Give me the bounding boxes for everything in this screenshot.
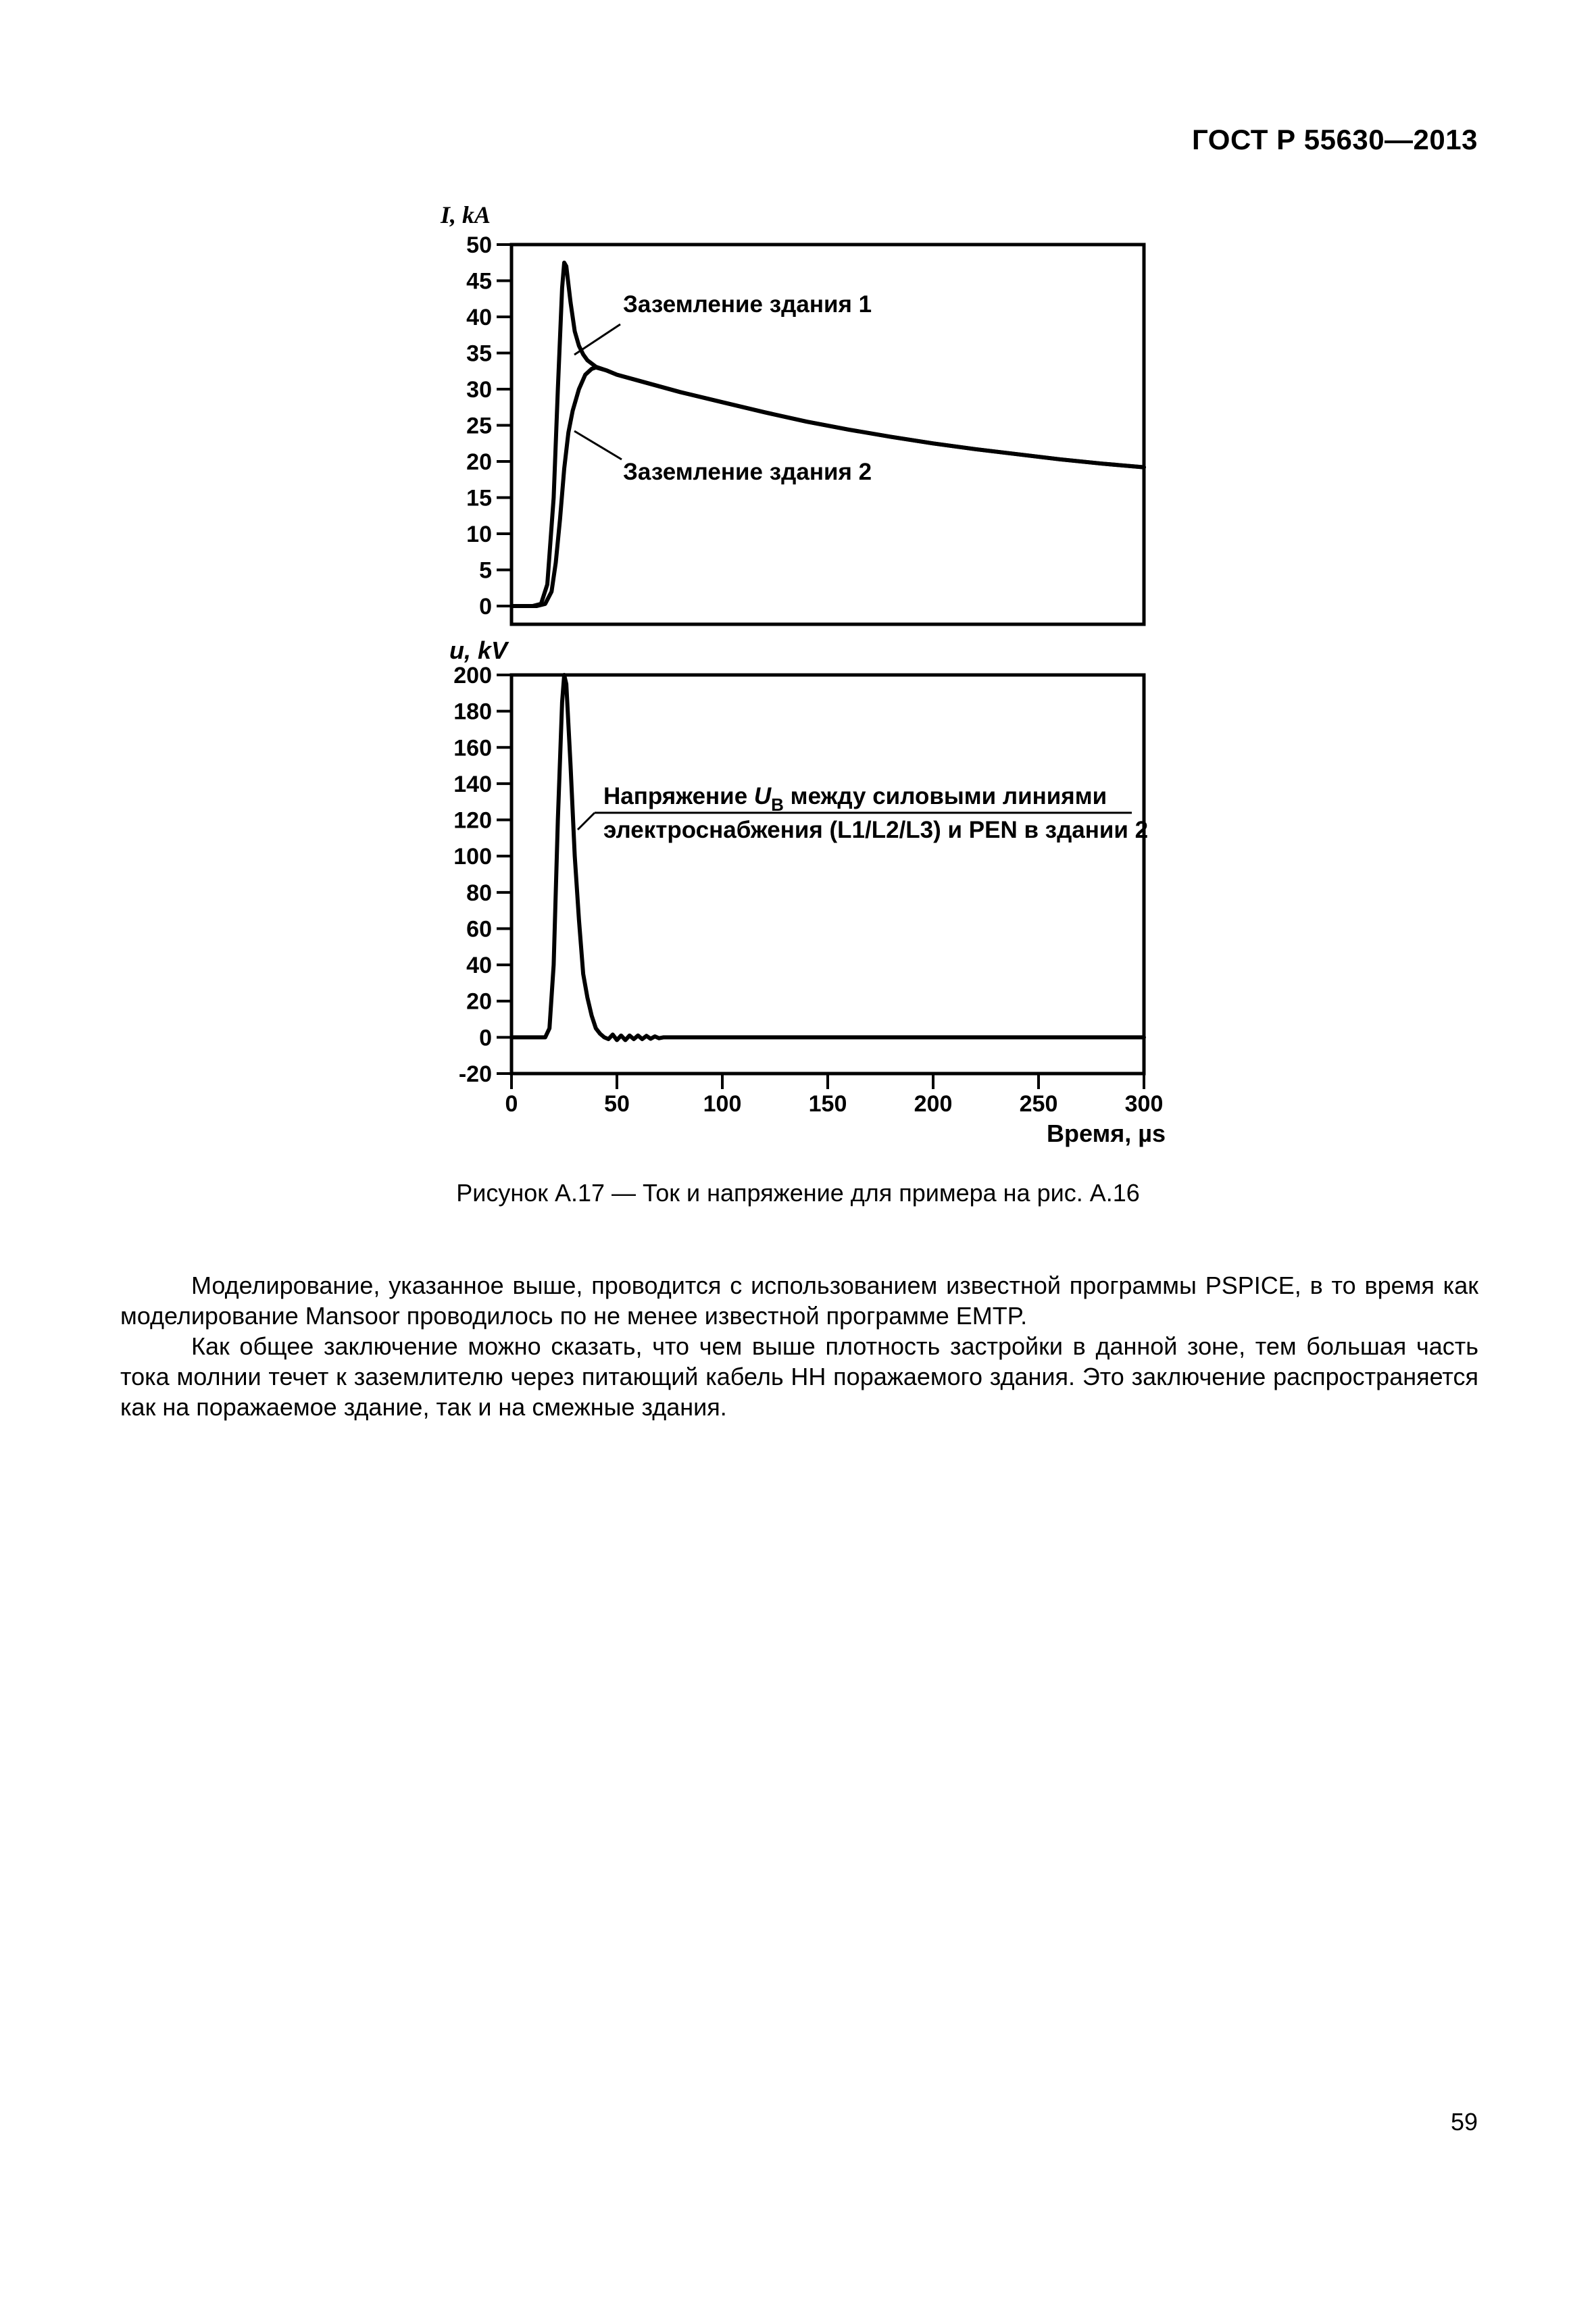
current-chart — [440, 201, 1144, 624]
y-tick-label: 50 — [466, 232, 492, 258]
voltage-plot-frame — [512, 675, 1144, 1074]
x-tick-label: 250 — [1019, 1091, 1058, 1117]
voltage-axis-title: u, kV — [449, 636, 508, 664]
annotation-voltage-line1: Напряжение $U_B$ между силовыми линиями — [603, 783, 1107, 815]
y-tick-label: 0 — [479, 594, 492, 620]
y-tick-label: 40 — [466, 953, 492, 979]
x-tick-label: 0 — [505, 1091, 518, 1117]
y-tick-label: 0 — [479, 1025, 492, 1051]
annotation-building-2: Заземление здания 2 — [623, 459, 872, 485]
annotation-building-1: Заземление здания 1 — [623, 291, 872, 318]
paragraph: Моделирование, указанное выше, проводится с использованием известной программы PSPICE, в то время как моделирование Mansoor проводилось по не менее известной программе EMTP. — [120, 1272, 1478, 1330]
current-axis-title: I, kA — [441, 201, 491, 228]
y-tick-label: 120 — [453, 807, 492, 834]
current-y-ticks — [466, 232, 512, 620]
y-tick-label: 60 — [466, 916, 492, 942]
series-line-voltage — [512, 675, 1144, 1040]
x-tick-label: 200 — [914, 1091, 953, 1117]
figure-caption: Рисунок А.17 — Ток и напряжение для примера на рис. А.16 — [456, 1179, 1140, 1207]
y-tick-label: 45 — [466, 268, 492, 295]
body-text — [120, 1270, 1478, 1422]
annotation-voltage-line2: электроснабжения (L1/L2/L3) и PEN в здании 2 — [603, 817, 1149, 843]
y-tick-label: 35 — [466, 341, 492, 367]
paragraph: Как общее заключение можно сказать, что чем выше плотность застройки в данной зоне, тем большая часть тока молнии течет к заземлителю через питающий кабель НН поражаемого здания. Это заключение распространяется как на поражаемое здание, так и на смежные здания. — [120, 1332, 1478, 1421]
y-tick-label: 30 — [466, 377, 492, 403]
x-tick-label: 150 — [808, 1091, 847, 1117]
y-tick-label: 100 — [453, 844, 492, 870]
page-number: 59 — [1450, 2108, 1478, 2136]
y-tick-label: 15 — [466, 485, 492, 511]
y-tick-label: 180 — [453, 699, 492, 725]
x-tick-label: 100 — [703, 1091, 742, 1117]
y-tick-label: 200 — [453, 663, 492, 688]
x-tick-label: 300 — [1124, 1091, 1164, 1117]
time-axis-title: Время, µs — [1047, 1120, 1166, 1147]
x-tick-label: 50 — [604, 1091, 630, 1117]
y-tick-label: 5 — [479, 557, 492, 584]
y-tick-label: 25 — [466, 413, 492, 439]
leader-building-2 — [574, 431, 622, 459]
y-tick-label: 10 — [466, 522, 492, 547]
leader-building-1 — [574, 324, 620, 355]
voltage-series — [512, 675, 1144, 1040]
series-line-building-2 — [512, 368, 1144, 606]
y-tick-label: 80 — [466, 880, 492, 906]
voltage-chart — [449, 636, 1166, 1147]
y-tick-label: 20 — [466, 988, 492, 1015]
leader-voltage — [578, 813, 595, 830]
y-tick-label: 40 — [466, 305, 492, 330]
y-tick-label: 160 — [453, 735, 492, 761]
standard-header: ГОСТ Р 55630—2013 — [1192, 124, 1478, 155]
y-tick-label: -20 — [458, 1061, 492, 1087]
y-tick-label: 20 — [466, 449, 492, 475]
y-tick-label: 140 — [453, 771, 492, 797]
